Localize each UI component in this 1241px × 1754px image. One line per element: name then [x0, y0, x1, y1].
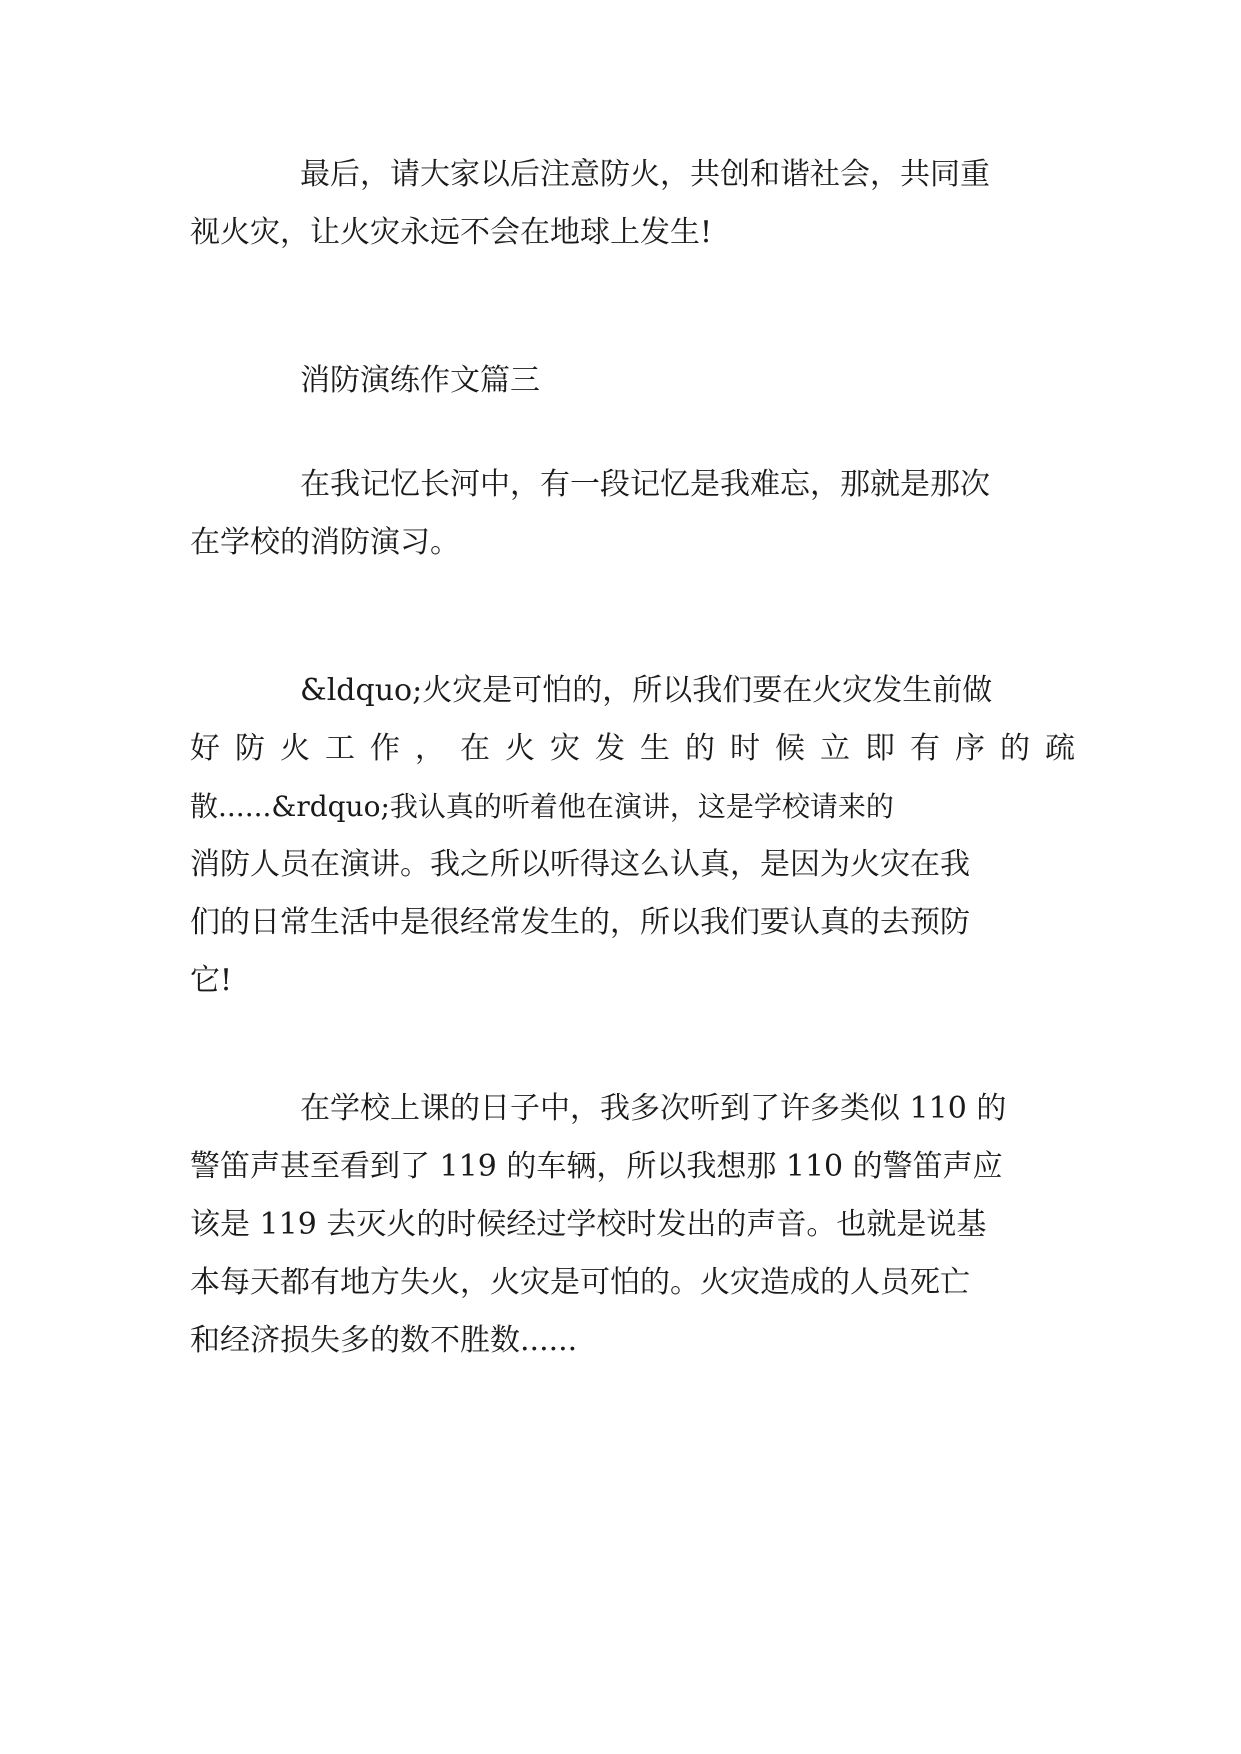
paragraph-line: 在学校的消防演习。 — [190, 525, 460, 560]
paragraph-line: 警笛声甚至看到了 119 的车辆，所以我想那 110 的警笛声应 — [190, 1149, 1003, 1184]
paragraph-line: 在我记忆长河中，有一段记忆是我难忘，那就是那次 — [300, 467, 990, 502]
paragraph-line: 在学校上课的日子中，我多次听到了许多类似 110 的 — [300, 1091, 1007, 1126]
paragraph-line: 和经济损失多的数不胜数...... — [190, 1323, 578, 1358]
paragraph-intro — [190, 456, 1052, 572]
paragraph-line: 散......&rdquo;我认真的听着他在演讲，这是学校请来的 — [190, 790, 894, 823]
paragraph-line: 本每天都有地方失火，火灾是可怕的。火灾造成的人员死亡 — [190, 1265, 970, 1300]
paragraph-speech — [190, 662, 1090, 1010]
paragraph-line: 们的日常生活中是很经常发生的，所以我们要认真的去预防 — [190, 905, 970, 940]
paragraph-line: 它! — [190, 963, 233, 998]
paragraph-line: 视火灾，让火灾永远不会在地球上发生! — [190, 215, 713, 250]
paragraph-line: &ldquo;火灾是可怕的，所以我们要在火灾发生前做 — [300, 673, 993, 708]
paragraph-line: 好防火工作，在火灾发生的时候立即有序的疏 — [190, 731, 1090, 766]
paragraph-line: 最后，请大家以后注意防火，共创和谐社会，共同重 — [300, 157, 990, 192]
paragraph-line: 消防人员在演讲。我之所以听得这么认真，是因为火灾在我 — [190, 847, 970, 882]
paragraph-line: 该是 119 去灭火的时候经过学校时发出的声音。也就是说基 — [190, 1207, 987, 1242]
section-heading — [190, 352, 1052, 410]
paragraph-conclusion — [190, 146, 1052, 262]
paragraph-sirens — [190, 1080, 1052, 1370]
heading-text: 消防演练作文篇三 — [300, 363, 540, 398]
